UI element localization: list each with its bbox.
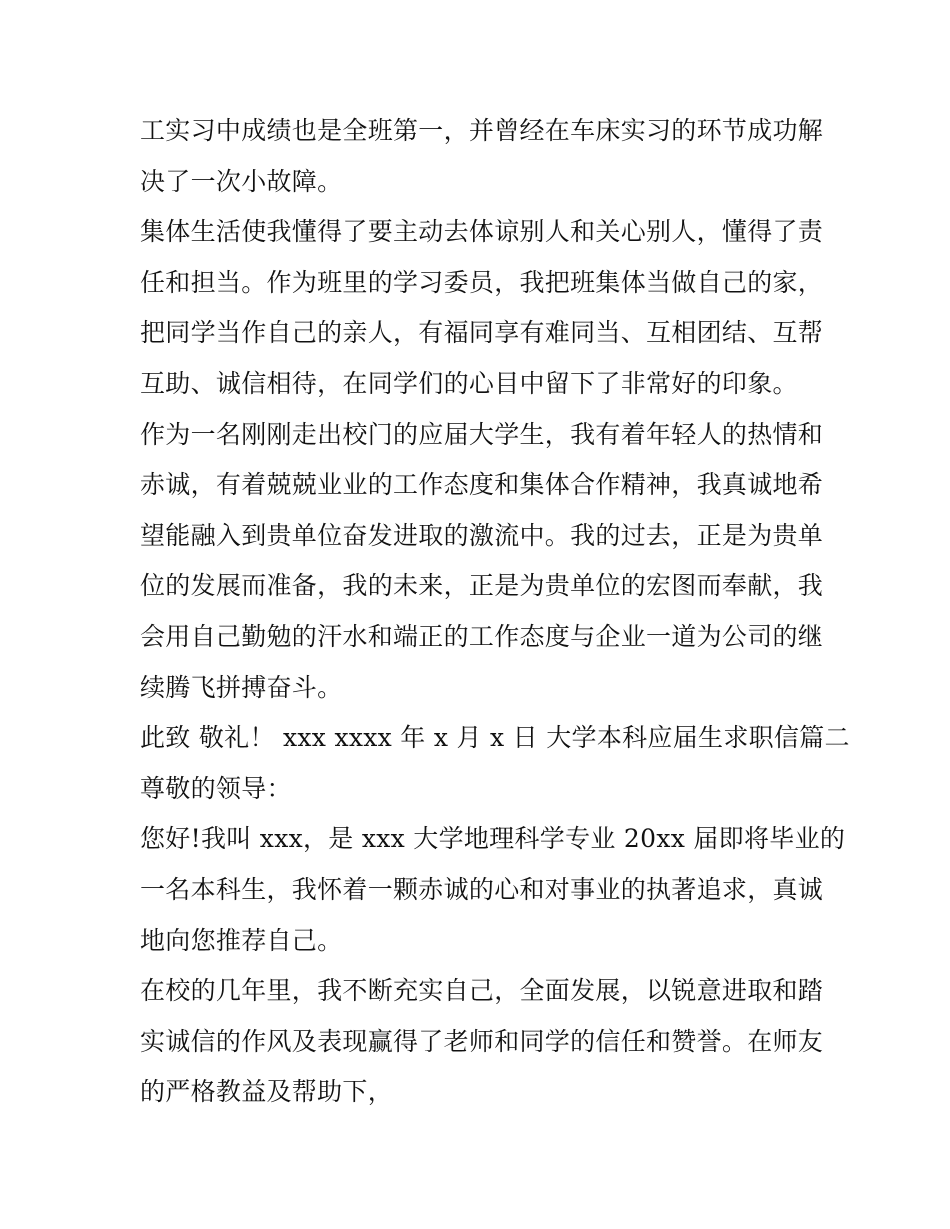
text-line: 实诚信的作风及表现赢得了老师和同学的信任和赞誉。在师友: [140, 1026, 824, 1056]
text-line: 位的发展而准备，我的未来，正是为贵单位的宏图而奉献，我: [140, 571, 824, 601]
text-line: 在校的几年里，我不断充实自己，全面发展，以锐意进取和踏: [140, 976, 824, 1006]
text-line: 此致 敬礼！ xxx xxxx 年 x 月 x 日 大学本科应届生求职信篇二: [140, 723, 850, 753]
text-line: 地向您推荐自己。: [140, 925, 343, 955]
text-line: 会用自己勤勉的汗水和端正的工作态度与企业一道为公司的继: [140, 621, 824, 651]
text-line: 的严格教益及帮助下，: [140, 1077, 394, 1107]
text-line: 把同学当作自己的亲人，有福同享有难同当、互相团结、互帮: [140, 318, 824, 348]
text-line: 续腾飞拼搏奋斗。: [140, 672, 343, 702]
text-line: 一名本科生，我怀着一颗赤诚的心和对事业的执著追求，真诚: [140, 874, 824, 904]
document-body: [140, 106, 850, 1118]
text-line: 工实习中成绩也是全班第一，并曾经在车床实习的环节成功解: [140, 116, 824, 145]
text-line: 您好!我叫 xxx，是 xxx 大学地理科学专业 20xx 届即将毕业的: [140, 824, 846, 854]
text-line: 集体生活使我懂得了要主动去体谅别人和关心别人，懂得了责: [140, 217, 824, 247]
text-line: 作为一名刚刚走出校门的应届大学生，我有着年轻人的热情和: [140, 419, 824, 449]
text-line: 赤诚，有着兢兢业业的工作态度和集体合作精神，我真诚地希: [140, 470, 824, 500]
text-line: 尊敬的领导：: [140, 773, 292, 803]
text-line: 互助、诚信相待，在同学们的心目中留下了非常好的印象。: [140, 368, 798, 398]
text-line: 决了一次小故障。: [140, 166, 343, 196]
text-line: 任和担当。作为班里的学习委员，我把班集体当做自己的家，: [140, 267, 824, 297]
text-line: 望能融入到贵单位奋发进取的激流中。我的过去，正是为贵单: [140, 520, 824, 550]
